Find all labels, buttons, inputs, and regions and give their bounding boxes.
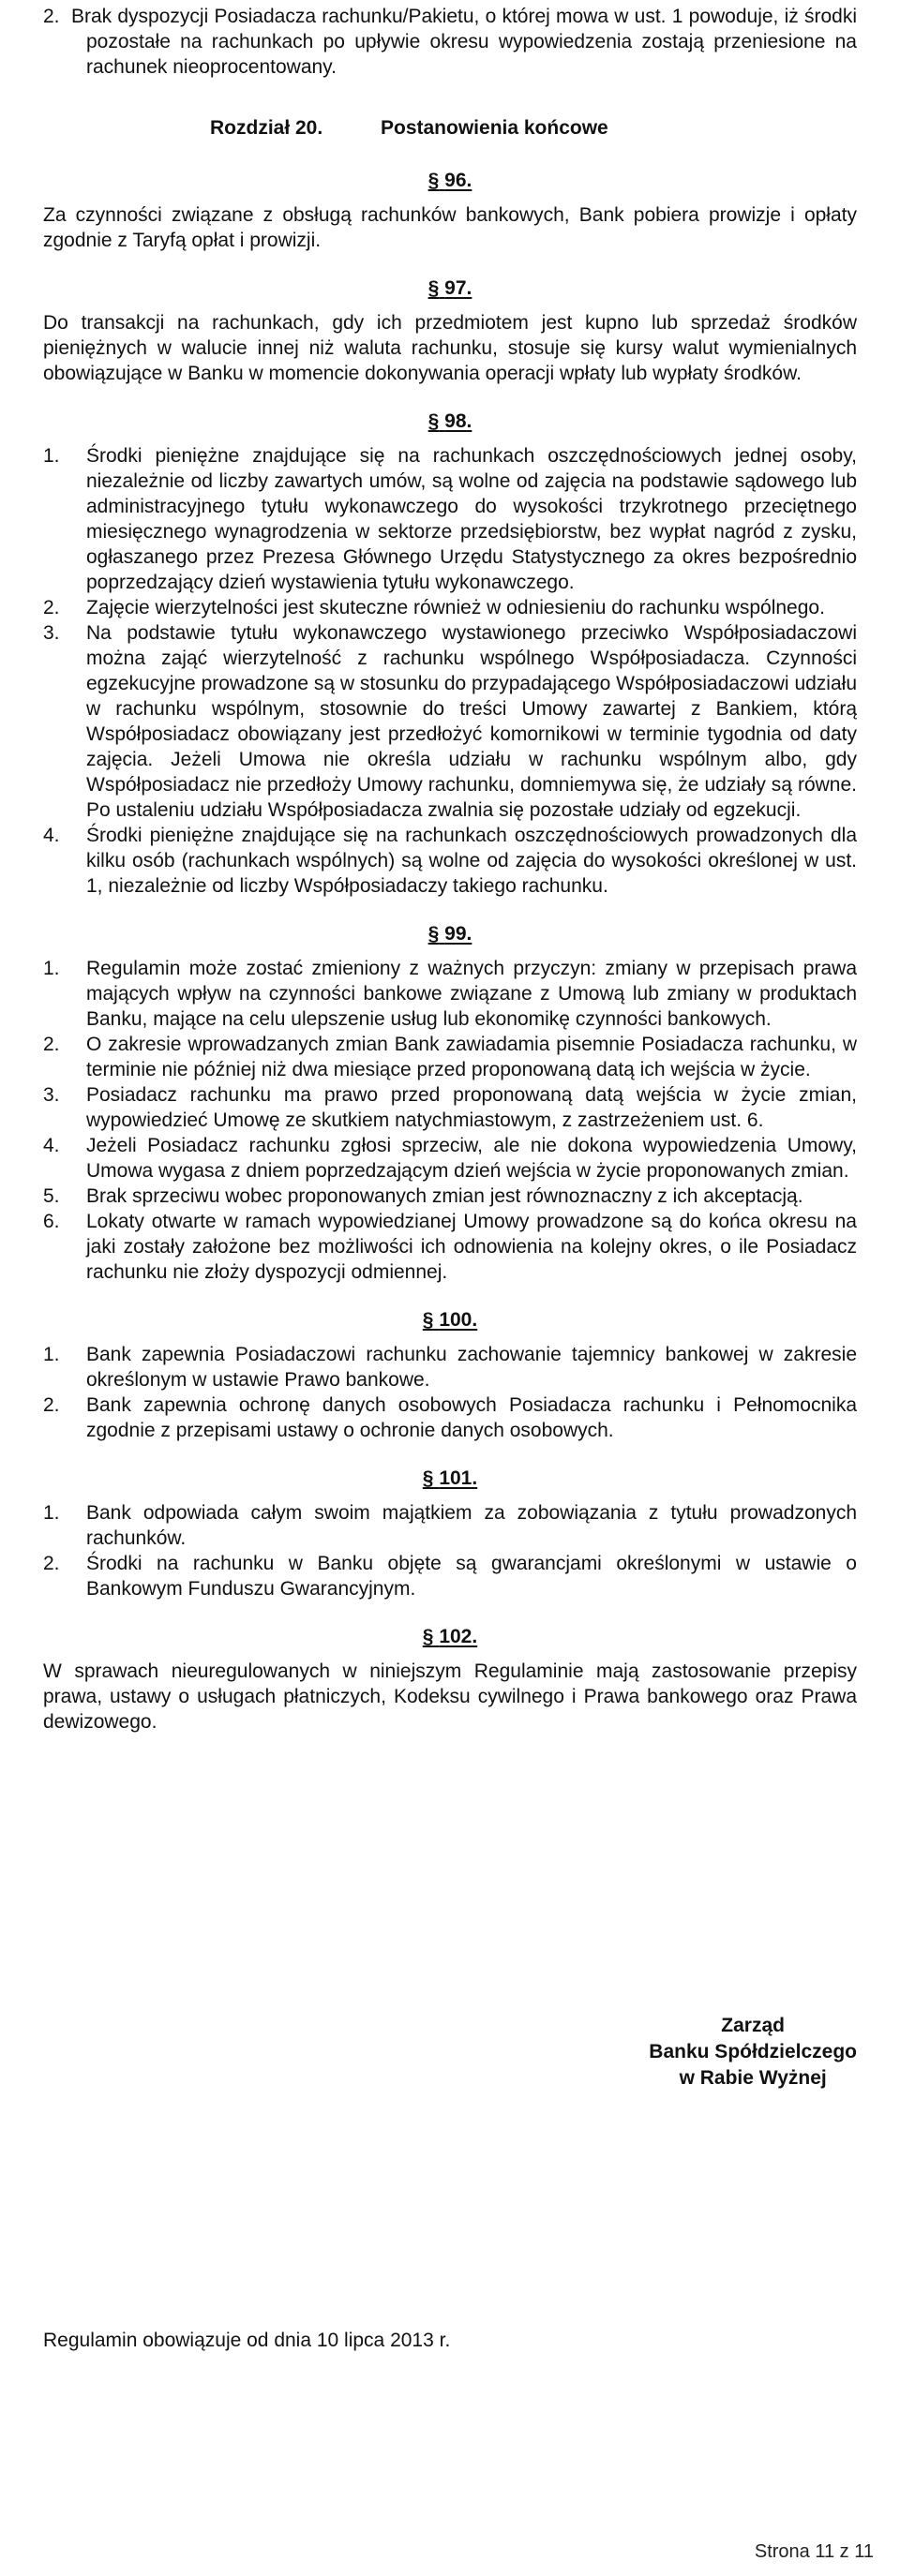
section-body: Do transakcji na rachunkach, gdy ich przedmiotem jest kupno lub sprzedaż środków pieniężnych w walucie innej niż waluta rachunku, stosuje się kursy walut wymienialnych obowiązujące w Banku w momencie dokonywania operacji wpłaty lub wypłaty środków. [43, 312, 857, 384]
list-item-text: Posiadacz rachunku ma prawo przed proponowaną datą wejścia w życie zmian, wypowiedzieć Umowę ze skutkiem natychmiastowym, z zastrzeżeniem ust. 6. [86, 1084, 857, 1131]
list-item [43, 1551, 857, 1601]
list-item-text: O zakresie wprowadzanych zmian Bank zawiadamia pisemnie Posiadacza rachunku, w terminie nie później niż dwa miesiące przed proponowaną datą ich wejścia w życie. [86, 1034, 857, 1080]
section-body: W sprawach nieuregulowanych w niniejszym Regulaminie mają zastosowanie przepisy prawa, ustawy o usługach płatniczych, Kodeksu cywilnego i Prawa bankowego oraz Prawa dewizowego. [43, 1660, 857, 1733]
list-item-text: Środki pieniężne znajdujące się na rachunkach oszczędnościowych jednej osoby, niezależnie od liczby zawartych umów, są wolne od zajęcia na podstawie sądowego lub administracyjnego tytułu wykonawczego do wysokości trzykrotnego przeciętnego miesięcznego wynagrodzenia w sektorze przedsiębiorstw, bez wypłat nagród z zysku, ogłaszanego przez Prezesa Głównego Urzędu Statystycznego za okres bezpośrednio poprzedzający dzień wystawienia tytułu wykonawczego. [86, 445, 857, 593]
section-heading [43, 1626, 857, 1651]
list-item-text: Lokaty otwarte w ramach wypowiedzianej Umowy prowadzone są do końca okresu na jaki zostały założone bez możliwości ich odnowienia na kolejny okres, o ile Posiadacz rachunku nie złoży dyspozycji odmiennej. [86, 1211, 857, 1283]
list-item-text: Bank zapewnia Posiadaczowi rachunku zachowanie tajemnicy bankowej w zakresie określonym w ustawie Prawo bankowe. [86, 1344, 857, 1391]
section-symbol: § [428, 410, 440, 432]
section-heading [43, 410, 857, 436]
chapter-title: Postanowienia końcowe [381, 117, 608, 139]
list-item [43, 620, 857, 823]
section-symbol: § [422, 1309, 434, 1331]
section-list [43, 443, 857, 899]
section-heading [43, 277, 857, 303]
section-symbol: § [428, 923, 440, 945]
signature-line: w Rabie Wyżnej [679, 2067, 827, 2089]
section-number: 98. [444, 410, 472, 432]
page-number-footer: Strona 11 z 11 [754, 2541, 874, 2562]
list-item-text: Brak sprzeciwu wobec proponowanych zmian jest równoznaczny z ich akceptacją. [86, 1185, 803, 1207]
section-number: 102. [439, 1626, 478, 1647]
section-number: 101. [439, 1467, 478, 1489]
list-item [43, 1392, 857, 1443]
list-item [43, 1184, 857, 1209]
section-heading [43, 170, 857, 195]
chapter-heading [43, 117, 857, 145]
section-list [43, 1342, 857, 1443]
list-item-text: Regulamin może zostać zmieniony z ważnych przyczyn: zmiany w przepisach prawa mających wpływ na czynności bankowe związane z Umową lub zmiany w produktach Banku, mające na celu ulepszenie usług lub ekonomikę czynności bankowych. [86, 958, 857, 1030]
list-item-text: Środki pieniężne znajdujące się na rachunkach oszczędnościowych prowadzonych dla kilku osób (rachunkach wspólnych) są wolne od zajęcia do wysokości określonej w ust. 1, niezależnie od liczby Współposiadaczy takiego rachunku. [86, 825, 857, 897]
section-symbol: § [428, 170, 440, 191]
list-item [43, 823, 857, 899]
intro-item [43, 4, 857, 80]
list-item-number: 4. [43, 825, 60, 846]
section-body: Za czynności związane z obsługą rachunków bankowych, Bank pobiera prowizje i opłaty zgodnie z Taryfą opłat i prowizji. [43, 204, 857, 251]
section-heading [43, 1467, 857, 1493]
list-item-number: 2. [43, 597, 60, 618]
section-number: 97. [444, 277, 472, 299]
list-item [43, 1209, 857, 1285]
section-list [43, 956, 857, 1285]
intro-item-text: Brak dyspozycji Posiadacza rachunku/Pakietu, o której mowa w ust. 1 powoduje, iż środki pozostałe na rachunkach po upływie okresu wypowiedzenia zostają przeniesione na rachunek nieoprocentowany. [70, 6, 857, 78]
section-symbol: § [428, 277, 440, 299]
list-item-text: Środki na rachunku w Banku objęte są gwarancjami określonymi w ustawie o Bankowym Funduszu Gwarancyjnym. [86, 1553, 857, 1600]
section-list [43, 1500, 857, 1601]
list-item-number: 1. [43, 1502, 60, 1524]
list-item [43, 1342, 857, 1392]
list-item-number: 1. [43, 1344, 60, 1365]
list-item [43, 443, 857, 595]
signature-block [649, 2013, 857, 2092]
list-item-number: 1. [43, 958, 60, 979]
document-body [43, 0, 857, 1735]
list-item [43, 1133, 857, 1184]
list-item-number: 2. [43, 1394, 60, 1416]
section-heading [43, 923, 857, 948]
list-item [43, 956, 857, 1032]
list-item [43, 1032, 857, 1082]
signature-line: Zarząd [721, 2015, 785, 2036]
list-item-text: Bank zapewnia ochronę danych osobowych Posiadacza rachunku i Pełnomocnika zgodnie z przepisami ustawy o ochronie danych osobowych. [86, 1394, 857, 1441]
chapter-number: Rozdział 20. [210, 117, 323, 139]
list-item-number: 3. [43, 1084, 60, 1106]
section-number: 100. [439, 1309, 478, 1331]
list-item-text: Bank odpowiada całym swoim majątkiem za zobowiązania z tytułu prowadzonych rachunków. [86, 1502, 857, 1549]
list-item-number: 2. [43, 1553, 60, 1574]
list-item [43, 1500, 857, 1551]
list-item-number: 1. [43, 445, 60, 467]
intro-item-number: 2. [43, 6, 60, 27]
section-symbol: § [422, 1626, 434, 1647]
list-item [43, 595, 857, 620]
section-heading [43, 1309, 857, 1334]
section-number: 96. [444, 170, 472, 191]
list-item-text: Zajęcie wierzytelności jest skuteczne również w odniesieniu do rachunku wspólnego. [86, 597, 825, 618]
list-item-number: 2. [43, 1034, 60, 1055]
signature-line: Banku Spółdzielczego [649, 2041, 857, 2062]
section-number: 99. [444, 923, 472, 945]
section-symbol: § [422, 1467, 434, 1489]
list-item-number: 5. [43, 1185, 60, 1207]
effective-date-note: Regulamin obowiązuje od dnia 10 lipca 2013 r. [43, 2330, 451, 2351]
list-item-text: Jeżeli Posiadacz rachunku zgłosi sprzeciw, ale nie dokona wypowiedzenia Umowy, Umowa wygasa z dniem poprzedzającym dzień wejścia w życie proponowanych zmian. [86, 1135, 857, 1182]
list-item-number: 4. [43, 1135, 60, 1156]
list-item-number: 6. [43, 1211, 60, 1232]
list-item-text: Na podstawie tytułu wykonawczego wystawionego przeciwko Współposiadaczowi można zająć wierzytelność z rachunku wspólnego Współposiadacza. Czynności egzekucyjne prowadzone są w stosunku do przypadającego Współposiadaczowi udziału w rachunku wspólnym, stosownie do treści Umowy zawartej z Bankiem, którą Współposiadacz obowiązany jest przedłożyć komornikowi w terminie tygodnia od daty zajęcia. Jeżeli Umowa nie określa udziału w rachunku wspólnym albo, gdy Współposiadacz nie przedłoży Umowy rachunku, domniemywa się, że udziały są równe. Po ustaleniu udziału Współposiadacza zwalnia się pozostałe udziały od egzekucji. [86, 622, 857, 821]
list-item-number: 3. [43, 622, 60, 644]
list-item [43, 1082, 857, 1133]
